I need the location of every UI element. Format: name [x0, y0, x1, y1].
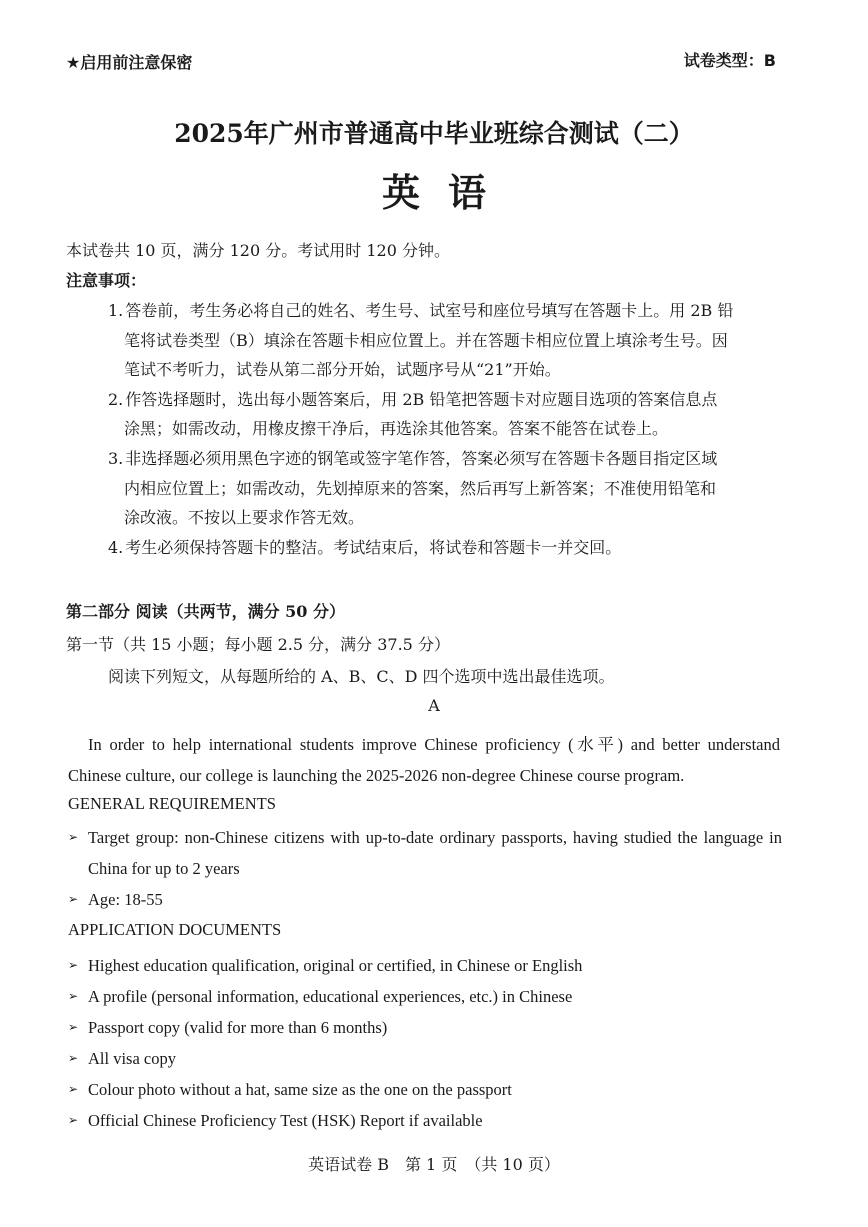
bullet-arrow-icon: ➢: [68, 1082, 79, 1096]
notes-list: [108, 296, 788, 562]
list-item: ➢ Highest education qualification, original or certified, in Chinese or English: [68, 950, 782, 981]
general-requirements-heading: GENERAL REQUIREMENTS: [68, 794, 276, 813]
note-item: 3. 非选择题必须用黑色字迹的钢笔或签字笔作答，答案必须写在答题卡各题目指定区域 内相应位置上；如需改动，先划掉原来的答案，然后再写上新答案；不准使用铅笔和 涂改液。不按以上要求作答无效。: [108, 448, 718, 528]
list-item: ➢ Target group: non-Chinese citizens with up-to-date ordinary passports, having studied the language in China for up to 2 years: [68, 822, 782, 884]
bullet-arrow-icon: ➢: [68, 958, 79, 972]
section-heading: 第二部分 阅读（共两节，满分 50 分）: [66, 602, 345, 621]
note-item: 1. 答卷前，考生务必将自己的姓名、考生号、试室号和座位号填写在答题卡上。用 2B 铅 笔将试卷类型（B）填涂在答题卡相应位置上。并在答题卡相应位置上填涂考生号。因 笔试不考听力，试卷从第二部分开始，试题序号从“21”开始。: [108, 301, 734, 380]
note-item: 4. 考生必须保持答题卡的整洁。考试结束后，将试卷和答题卡一并交回。: [108, 537, 622, 557]
bullet-arrow-icon: ➢: [68, 1113, 79, 1127]
exam-title: 2025年广州市普通高中毕业班综合测试（二）: [174, 119, 694, 148]
passage-intro: In order to help international students improve Chinese proficiency (水平) and better understand Chinese culture, our college is launching the 2025-2026 non-degree Chinese course program.: [68, 735, 780, 785]
list-item: ➢ Colour photo without a hat, same size as the one on the passport: [68, 1074, 782, 1105]
note-item: 2. 作答选择题时，选出每小题答案后，用 2B 铅笔把答题卡对应题目选项的答案信息点 涂黑；如需改动，用橡皮擦干净后，再选涂其他答案。答案不能答在试卷上。: [108, 389, 718, 439]
bullet-arrow-icon: ➢: [68, 1051, 79, 1065]
section-one-heading: 第一节（共 15 小题；每小题 2.5 分，满分 37.5 分）: [66, 635, 450, 654]
bullet-arrow-icon: ➢: [68, 1020, 79, 1034]
bullet-arrow-icon: ➢: [68, 830, 79, 844]
subject-title: 英语: [381, 170, 514, 215]
reading-instructions: 阅读下列短文，从每题所给的 A、B、C、D 四个选项中选出最佳选项。: [108, 667, 615, 686]
bullet-arrow-icon: ➢: [68, 989, 79, 1003]
list-item: ➢ Passport copy (valid for more than 6 months): [68, 1012, 782, 1043]
list-item: ➢ Official Chinese Proficiency Test (HSK) Report if available: [68, 1105, 782, 1136]
passage-label: A: [428, 696, 440, 715]
requirements-list: [68, 822, 782, 915]
list-item: ➢ Age: 18-55: [68, 884, 782, 915]
application-documents-heading: APPLICATION DOCUMENTS: [68, 920, 282, 939]
documents-list: [68, 950, 782, 1136]
list-item: ➢ A profile (personal information, educational experiences, etc.) in Chinese: [68, 981, 782, 1012]
bullet-arrow-icon: ➢: [68, 892, 79, 906]
exam-notice: 本试卷共 10 页，满分 120 分。考试用时 120 分钟。: [66, 241, 450, 260]
paper-type-label: 试卷类型：B: [683, 51, 776, 70]
confidentiality-label: ★启用前注意保密: [66, 53, 193, 72]
notes-heading: 注意事项：: [66, 271, 147, 290]
page-footer: 英语试卷 B 第 1 页 （共 10 页）: [308, 1155, 560, 1174]
list-item: ➢ All visa copy: [68, 1043, 782, 1074]
